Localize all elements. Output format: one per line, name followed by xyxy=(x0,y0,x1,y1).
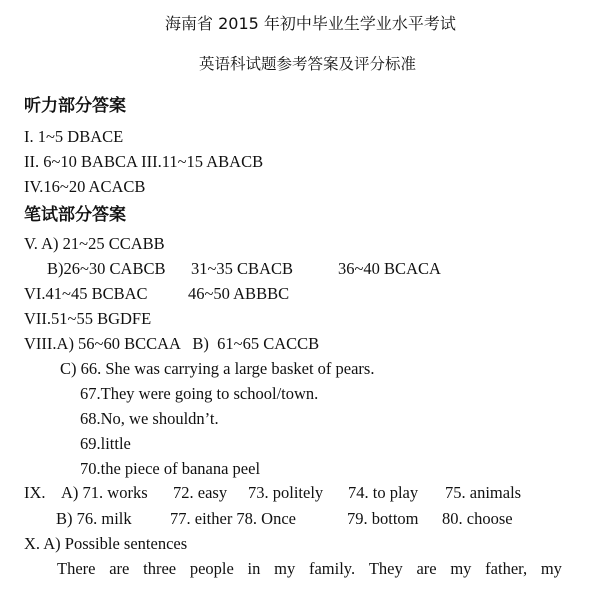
answer-c-67: 67.They were going to school/town. xyxy=(80,384,319,403)
sentence-word: father, xyxy=(485,559,528,578)
sentence-word: are xyxy=(109,559,130,578)
sentence-word: in xyxy=(247,559,261,578)
answer-ix-79: 79. bottom xyxy=(347,509,419,528)
listening-line-2: II. 6~10 BABCA III.11~15 ABACB xyxy=(24,152,264,171)
document-title: 海南省 2015 年初中毕业生学业水平考试 xyxy=(165,14,456,33)
document-subtitle: 英语科试题参考答案及评分标准 xyxy=(199,55,417,73)
answer-ix-73: 73. politely xyxy=(248,483,324,502)
answer-c-70: 70.the piece of banana peel xyxy=(80,459,261,478)
answer-ix-74: 74. to play xyxy=(348,483,419,502)
sentence-word: my xyxy=(274,559,296,578)
answer-vi-2: 46~50 ABBBC xyxy=(188,284,290,303)
answer-viii: VIII.A) 56~60 BCCAA B) 61~65 CACCB xyxy=(24,334,320,353)
answer-ix-75: 75. animals xyxy=(445,483,522,502)
answer-ix-72: 72. easy xyxy=(173,483,228,502)
listening-line-3: IV.16~20 ACACB xyxy=(24,177,146,196)
listening-line-1: I. 1~5 DBACE xyxy=(24,127,124,146)
answer-vi-1: VI.41~45 BCBAC xyxy=(24,284,148,303)
answer-ix-80: 80. choose xyxy=(442,509,513,528)
answer-ix-b: B) 76. milk xyxy=(56,509,132,528)
answer-ix-label: IX. xyxy=(24,483,46,502)
answer-x-sentence xyxy=(57,559,562,579)
answer-v-a: V. A) 21~25 CCABB xyxy=(24,234,165,253)
answer-v-b-3: 36~40 BCACA xyxy=(338,259,441,278)
answer-c-66: C) 66. She was carrying a large basket of pears. xyxy=(60,359,375,378)
sentence-word: people xyxy=(189,559,234,578)
listening-heading: 听力部分答案 xyxy=(24,96,126,116)
answer-ix-a: A) 71. works xyxy=(61,483,148,502)
sentence-word: are xyxy=(416,559,437,578)
sentence-word: family. xyxy=(308,559,356,578)
sentence-word: three xyxy=(143,559,177,578)
answer-v-b-1: B)26~30 CABCB xyxy=(47,259,166,278)
sentence-word: my xyxy=(540,559,562,578)
answer-v-b-2: 31~35 CBACB xyxy=(191,259,293,278)
answer-x-a: X. A) Possible sentences xyxy=(24,534,188,553)
answer-vii: VII.51~55 BGDFE xyxy=(24,309,152,328)
sentence-word: They xyxy=(368,559,403,578)
written-heading: 笔试部分答案 xyxy=(24,205,126,225)
answer-ix-77-78: 77. either 78. Once xyxy=(170,509,296,528)
answer-c-69: 69.little xyxy=(80,434,131,453)
sentence-word: There xyxy=(57,559,96,578)
answer-c-68: 68.No, we shouldn’t. xyxy=(80,409,219,428)
sentence-word: my xyxy=(450,559,472,578)
